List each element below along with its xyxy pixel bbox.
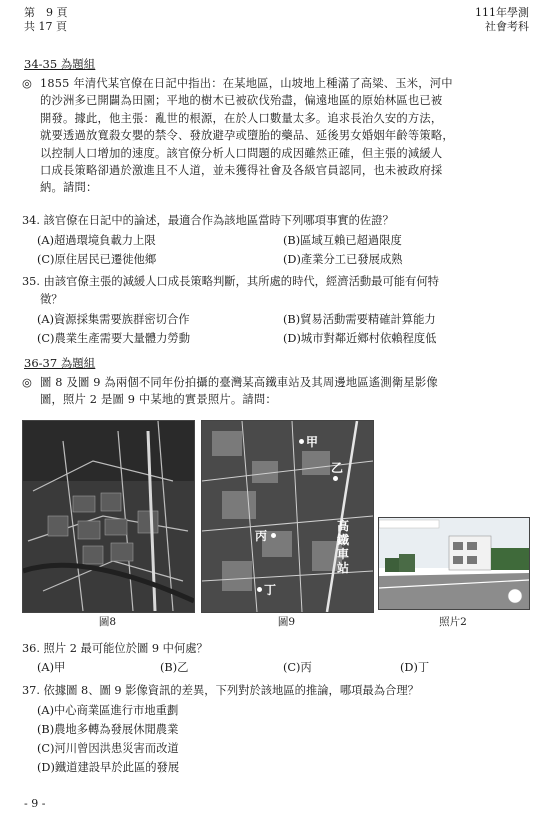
subject-label: 社會考科	[485, 20, 529, 33]
q34-option-d[interactable]: (D)產業分工已發展成熟	[283, 253, 403, 266]
figure-8-satellite-image	[22, 420, 195, 613]
q37-option-d[interactable]: (D)鐵道建設早於此區的發展	[37, 761, 180, 774]
point-yi-marker	[333, 476, 338, 481]
intro-line: 就要透過放寬殺女嬰的禁令、發放避孕或墮胎的藥品、延後男女婚姻年齡等策略，	[40, 129, 454, 143]
q37-option-a[interactable]: (A)中心商業區進行市地重劃	[37, 704, 179, 717]
figure-9-satellite-image	[201, 420, 374, 613]
q35-option-d[interactable]: (D)城市對鄰近鄉村依賴程度低	[283, 332, 437, 345]
photo-2-street-view	[378, 517, 530, 610]
q36-option-c[interactable]: (C)丙	[283, 661, 312, 674]
footer-page-number: - 9 -	[24, 797, 46, 810]
q34-option-a[interactable]: (A)超過環境負載力上限	[37, 234, 156, 247]
photo-2-caption: 照片2	[439, 616, 467, 628]
group-intro-36-37	[40, 374, 540, 409]
point-bing-label: 丙	[255, 529, 268, 543]
q36-option-a[interactable]: (A)甲	[37, 661, 66, 674]
q34-option-b[interactable]: (B)區域互賴已超過限度	[283, 234, 402, 247]
intro-line: 納。請問：	[40, 181, 98, 195]
group-marker: ◎	[22, 376, 33, 389]
figure-9-caption: 圖9	[277, 616, 296, 628]
question-35-stem-cont: 徵？	[40, 293, 63, 306]
q34-option-c[interactable]: (C)原住居民已遷徙他鄉	[37, 253, 157, 266]
q37-option-b[interactable]: (B)農地多轉為發展休閒農業	[37, 723, 179, 736]
q37-option-c[interactable]: (C)河川曾因洪患災害而改道	[37, 742, 179, 755]
intro-line: 口成長策略卻過於激進且不人道，並未獲得社會及各級官員認同，也未被政府採	[40, 164, 443, 178]
hsr-station-label: 高鐵車站	[337, 519, 350, 575]
point-jia-marker	[299, 439, 304, 444]
group-title-34-35: 34-35 為題組	[24, 57, 96, 71]
intro-line: 圖 8 及圖 9 為兩個不同年份拍攝的臺灣某高鐵車站及其周邊地區遙測衛星影像	[40, 376, 438, 389]
intro-line: 的沙洲多已開闢為田園；平地的樹木已被砍伐殆盡，偏遠地區的原始林區也已被	[40, 94, 443, 108]
intro-line: 1855 年清代某官僚在日記中指出：在某地區，山坡地上種滿了高粱、玉米，河中	[40, 77, 453, 90]
point-ding-label: 丁	[264, 583, 277, 597]
intro-line: 圖，照片 2 是圖 9 中某地的實景照片。請問：	[40, 393, 277, 407]
group-title-36-37: 36-37 為題組	[24, 356, 96, 370]
group-marker: ◎	[22, 77, 33, 90]
total-pages-label: 共 17 頁	[24, 20, 67, 33]
q35-option-c[interactable]: (C)農業生產需要大量體力勞動	[37, 332, 191, 345]
exam-year-label: 111年學測	[475, 6, 529, 19]
point-bing-marker	[271, 533, 276, 538]
question-34-stem: 34. 該官僚在日記中的論述，最適合作為該地區當時下列哪項事實的佐證？	[22, 214, 394, 227]
q35-option-a[interactable]: (A)資源採集需要族群密切合作	[37, 313, 190, 326]
question-37-stem: 37. 依據圖 8、圖 9 影像資訊的差異，下列對於該地區的推論，哪項最為合理？	[22, 684, 419, 697]
intro-line: 以控制人口增加的速度。該官僚分析人口問題的成因雖然正確，但主張的減緩人	[40, 146, 443, 160]
q36-option-d[interactable]: (D)丁	[400, 661, 430, 674]
q35-option-b[interactable]: (B)貿易活動需要精確計算能力	[283, 313, 436, 326]
question-36-stem: 36. 照片 2 最可能位於圖 9 中何處？	[22, 642, 208, 655]
point-ding-marker	[257, 587, 262, 592]
question-35-stem: 35. 由該官僚主張的減緩人口成長策略判斷，其所處的時代，經濟活動最可能有何特	[22, 275, 439, 288]
intro-line: 開發。據此，他主張：亂世的根源，在於人口數量太多。追求長治久安的方法，	[40, 111, 443, 125]
page-number-label: 第 9 頁	[24, 6, 68, 19]
group-intro-34-35	[40, 75, 540, 197]
point-jia-label: 甲	[306, 435, 319, 449]
figure-8-caption: 圖8	[98, 616, 117, 628]
q36-option-b[interactable]: (B)乙	[160, 661, 189, 674]
point-yi-label: 乙	[331, 461, 344, 475]
